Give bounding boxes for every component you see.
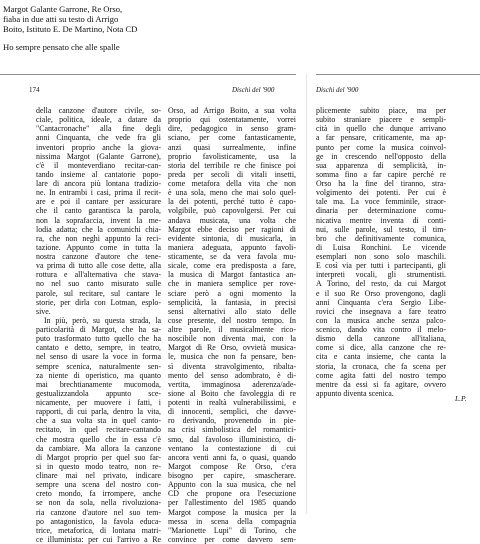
- text-line: vertita, immaginosa aderenza/ade-: [168, 379, 296, 389]
- text-line: nel senso di usare la voce in forma: [36, 352, 161, 362]
- text-line: gestualizzandola appunto sce-: [36, 388, 161, 398]
- text-line: c'è il monteverdiano recitar-can-: [36, 160, 161, 170]
- text-line: sempre scenica, naturalmente sen-: [36, 361, 161, 371]
- text-line: scenico, dando vita contro il melo-: [316, 325, 446, 334]
- text-line: nostra canzone d'autore che tene-: [36, 252, 161, 261]
- text-line: convince per come davvero sem-: [168, 534, 296, 544]
- text-line: lare di ancora più lontana tradizio-: [36, 179, 161, 188]
- text-line: sione al Boito che favoleggia di re: [168, 388, 296, 398]
- text-line: mentre da essi si fa agitare, ovvero: [316, 379, 446, 389]
- text-line: sticamente, se da vera favola mu-: [168, 252, 296, 261]
- text-line: creto mondo, fa irrompere, anche: [36, 489, 161, 499]
- text-line: volgimento dei potenti. Per cui è: [316, 188, 446, 198]
- text-line: Orso ha la fine del tiranno, stra-: [316, 179, 446, 188]
- text-line: sensi alternativi allo stato delle: [168, 306, 296, 316]
- text-line: inventori proprio anche la giova-: [36, 142, 161, 152]
- text-line: za niente di operistico, ma quanto: [36, 370, 161, 380]
- text-line: "Cantacronache" alla fine degli: [36, 124, 161, 134]
- text-line: dismo della canzone all'italiana,: [316, 334, 446, 344]
- text-line: noscibile non diventa mai, con la: [168, 334, 296, 344]
- text-line: di innocenti, semplici, che davve-: [168, 407, 296, 417]
- page-number: 174: [29, 86, 40, 94]
- text-line: Margot ebbe deciso per ragioni di: [168, 224, 296, 234]
- text-line: che mostra quello che in essa c'è: [36, 434, 161, 444]
- text-line: ne. In entrambi i casi, prima il recit-: [36, 188, 161, 198]
- text-line: messa in scena della compagnia: [168, 516, 296, 526]
- text-line: mento del senso adombrato, è di-: [168, 370, 296, 380]
- text-column-3: [316, 106, 446, 398]
- text-line: da cambiare. Ma allora la canzone: [36, 443, 161, 453]
- text-line: rapporti, di cui parla, dentro la vita,: [36, 407, 161, 417]
- text-line: bisogno per capire, smascherare.: [168, 471, 296, 480]
- text-line: evidente sintonia, di musicarla, in: [168, 233, 296, 243]
- text-line: è una sola, meno che mai solo quel-: [168, 188, 296, 198]
- text-line: tale ma. La voce femminile, straor-: [316, 197, 446, 207]
- running-head-left: Dischi del '900: [232, 86, 275, 94]
- previous-page-last-line: Ho sempre pensato che alle spalle: [3, 41, 120, 52]
- text-line: sciano, per come fantasticamente,: [168, 133, 296, 143]
- text-line: proprio qui ostentatamente, vorrei: [168, 115, 296, 125]
- text-line: CD che propone ora l'esecuzione: [168, 489, 296, 499]
- text-line: punto per come la musica coinvol-: [316, 142, 446, 152]
- text-line: nicativa mentre inventa di conti-: [316, 215, 446, 225]
- text-line: ge in crescendo nell'opposto della: [316, 151, 446, 161]
- text-line: Margot di Re Orso, ovvietà musica-: [168, 343, 296, 353]
- text-line: sua apparenza di semplicità, in-: [316, 160, 446, 170]
- text-line: dire, pedagogico in senso gram-: [168, 124, 296, 134]
- text-line: rovici che insegnava a fare teatro: [316, 306, 446, 316]
- text-line: interpreti vocali, gli strumentisti.: [316, 270, 446, 280]
- text-line: nui, sulle parole, sul testo, il tim-: [316, 224, 446, 234]
- reference-line-1: Margot Galante Garrone, Re Orso,: [3, 4, 123, 14]
- text-line: altre parole, il musicalmente rico-: [168, 325, 296, 334]
- text-line: Margot compose Re Orso, c'era: [168, 461, 296, 471]
- page-top-rule-right: [316, 74, 480, 75]
- text-line: la musica di Margot fantastica an-: [168, 270, 296, 280]
- text-line: cose presente, del nostro tempo. In: [168, 315, 296, 325]
- text-line: ra, che non neghi appunto la reci-: [36, 233, 161, 243]
- text-line: sciare però a ogni momento la: [168, 288, 296, 298]
- text-line: storia, la cronaca, che fa scena per: [316, 361, 446, 371]
- text-line: ancora venti anni fa, o quasi, quando: [168, 452, 296, 462]
- text-line: e il suo Re Orso provengono, dagli: [316, 288, 446, 298]
- text-line: dinaria per determinazione comu-: [316, 206, 446, 216]
- text-line: Orso, ad Arrigo Boito, a sua volta: [168, 106, 296, 115]
- text-line: che in maniera semplice per rove-: [168, 279, 296, 289]
- text-line: ciale, politica, ideale, a datare da: [36, 115, 161, 125]
- text-line: are e poi il cantare per assicurare: [36, 197, 161, 207]
- text-line: per l'allestimento del 1985 quando: [168, 498, 296, 508]
- text-line: le, musica che non fa pensare, ben-: [168, 352, 296, 362]
- text-line: cità in quello che dunque arrivano: [316, 124, 446, 134]
- author-signature: L.P.: [455, 394, 467, 403]
- text-line: maniera adeguata, appunto favoli-: [168, 242, 296, 252]
- text-line: nissima Margot (Galante Garrone),: [36, 151, 161, 161]
- text-line: cantato e detto, sempre, in teatro,: [36, 343, 161, 353]
- page-top-rule-left: [0, 74, 296, 75]
- text-line: "Marionette Lupi" di Torino, che: [168, 525, 296, 535]
- text-line: volgibile, può capovolgersi. Per cui: [168, 206, 296, 216]
- text-line: po antagonistico, la favola educa-: [36, 516, 161, 526]
- text-line: storie, per dirla con Lotman, esplo-: [36, 297, 161, 307]
- text-line: come si dice, alla canzone che re-: [316, 343, 446, 353]
- text-line: appunto diventa scenica.: [316, 388, 394, 398]
- text-line: lodia adatta; che la comunichi chia-: [36, 224, 161, 234]
- text-line: sì diventa stravolgimento, ribalta-: [168, 361, 296, 371]
- text-line: plicemente subito piace, ma per: [316, 106, 446, 115]
- text-line: di Luisa Ronchini. Le vicende: [316, 242, 446, 252]
- text-line: se non da sola, nella rivoluziona-: [36, 498, 161, 508]
- text-line: con la musica anche senza palco-: [316, 315, 446, 325]
- running-head-right: Dischi del '900: [316, 86, 359, 94]
- reference-line-3: Boito, Istituto E. De Martino, Nota CD: [3, 24, 138, 35]
- text-line: recitato, in quel recitare-cantando: [36, 425, 161, 435]
- text-line: non la soprafaccia, invent la me-: [36, 215, 161, 225]
- text-line: Margot compose la musica per la: [168, 507, 296, 517]
- text-line: semplicità, la fantasia, in precisi: [168, 297, 296, 307]
- text-line: somma fino a far capire perché re: [316, 169, 446, 179]
- text-line: tazione. Appunto come in tutta la: [36, 242, 161, 252]
- text-line: rottura e all'alternativa che stava-: [36, 270, 161, 280]
- text-line: ria canzone d'autore nel suo tem-: [36, 507, 161, 517]
- text-line: esemplari non sono solo maschili.: [316, 252, 446, 261]
- reference-line-2: fiaba in due atti su testo di Arrigo: [3, 14, 119, 25]
- text-line: nicamente, per muovere i fatti, i: [36, 398, 161, 407]
- text-line: della canzone d'autore civile, so-: [36, 106, 161, 115]
- text-line: ventano la contestazione di cui: [168, 443, 296, 453]
- text-line: parole, sul recitare, sul cantare le: [36, 288, 161, 298]
- text-line: tando insieme al cantatorie popo-: [36, 169, 161, 179]
- text-line: particolarità di Margot, che ha sa-: [36, 325, 161, 334]
- text-line: sive.: [36, 306, 51, 316]
- text-line: che il canto garantisca la parola,: [36, 206, 161, 216]
- text-line: ce illuminista: per cui l'arrivo a Re: [36, 534, 161, 544]
- text-column-1: [36, 106, 161, 544]
- reference-block: [3, 4, 303, 52]
- text-line: trice, metaforica, di lontana matri-: [36, 525, 161, 535]
- text-line: come metafora della vita che non: [168, 179, 296, 188]
- text-line: storia del terribile re che finisce poi: [168, 160, 296, 170]
- text-line: si in questo modo teatro, non re-: [36, 461, 161, 471]
- text-line: potenti in realtà vulnerabilissimi, e: [168, 398, 296, 407]
- text-line: sicale, come era predisposta a fare,: [168, 261, 296, 271]
- text-line: subito straniare piacere e sempli-: [316, 115, 446, 125]
- text-line: che a sua volta sta in quel canto-: [36, 416, 161, 426]
- text-line: di Margot proprio per quel suo far-: [36, 452, 161, 462]
- text-line: come agita fatti del nostro tempo: [316, 370, 446, 380]
- text-line: E così via per tutti i partecipanti, gli: [316, 261, 446, 271]
- text-line: va prima di tutto alle cose dette, alla: [36, 261, 161, 271]
- text-line: andava musicata, una volta che: [168, 215, 296, 225]
- text-line: In più, però, su questa strada, la: [44, 315, 161, 325]
- text-line: ro derivando, provenendo in pie-: [168, 416, 296, 426]
- text-column-2: [168, 106, 296, 544]
- text-line: puto trasformato tutto quello che ha: [36, 334, 161, 344]
- text-line: no nel suo canto misurato sulle: [36, 279, 161, 289]
- text-line: clinare mai nel privato, indicare: [36, 471, 161, 480]
- text-line: sempre una scena del nostro con-: [36, 480, 161, 490]
- text-line: na crisi simbolistica del romantici-: [168, 425, 296, 435]
- text-line: Appunto con la sua musica, che nel: [168, 480, 296, 490]
- text-line: bro che definitivamente comunica,: [316, 233, 446, 243]
- text-line: proprio favolisticamente, usa la: [168, 151, 296, 161]
- text-line: anni Cinquanta c'era Sergio Libe-: [316, 297, 446, 307]
- text-line: preda per secoli di vitali insetti,: [168, 169, 296, 179]
- page-gutter: [306, 74, 307, 514]
- text-line: smo, dal favoloso illuministico, di-: [168, 434, 296, 444]
- text-line: anni Cinquanta, che vede fra gli: [36, 133, 161, 143]
- text-line: cita e canta insieme, che canta la: [316, 352, 446, 362]
- text-line: la dei potenti, perché tutto è capo-: [168, 197, 296, 207]
- text-line: mai brechtianamente mucomoda,: [36, 379, 161, 389]
- text-line: A Torino, del resto, da cui Margot: [316, 279, 446, 289]
- text-line: a far pensare, criticamente, ma ap-: [316, 133, 446, 143]
- text-line: anzi quasi surrealmente, infine: [168, 142, 296, 152]
